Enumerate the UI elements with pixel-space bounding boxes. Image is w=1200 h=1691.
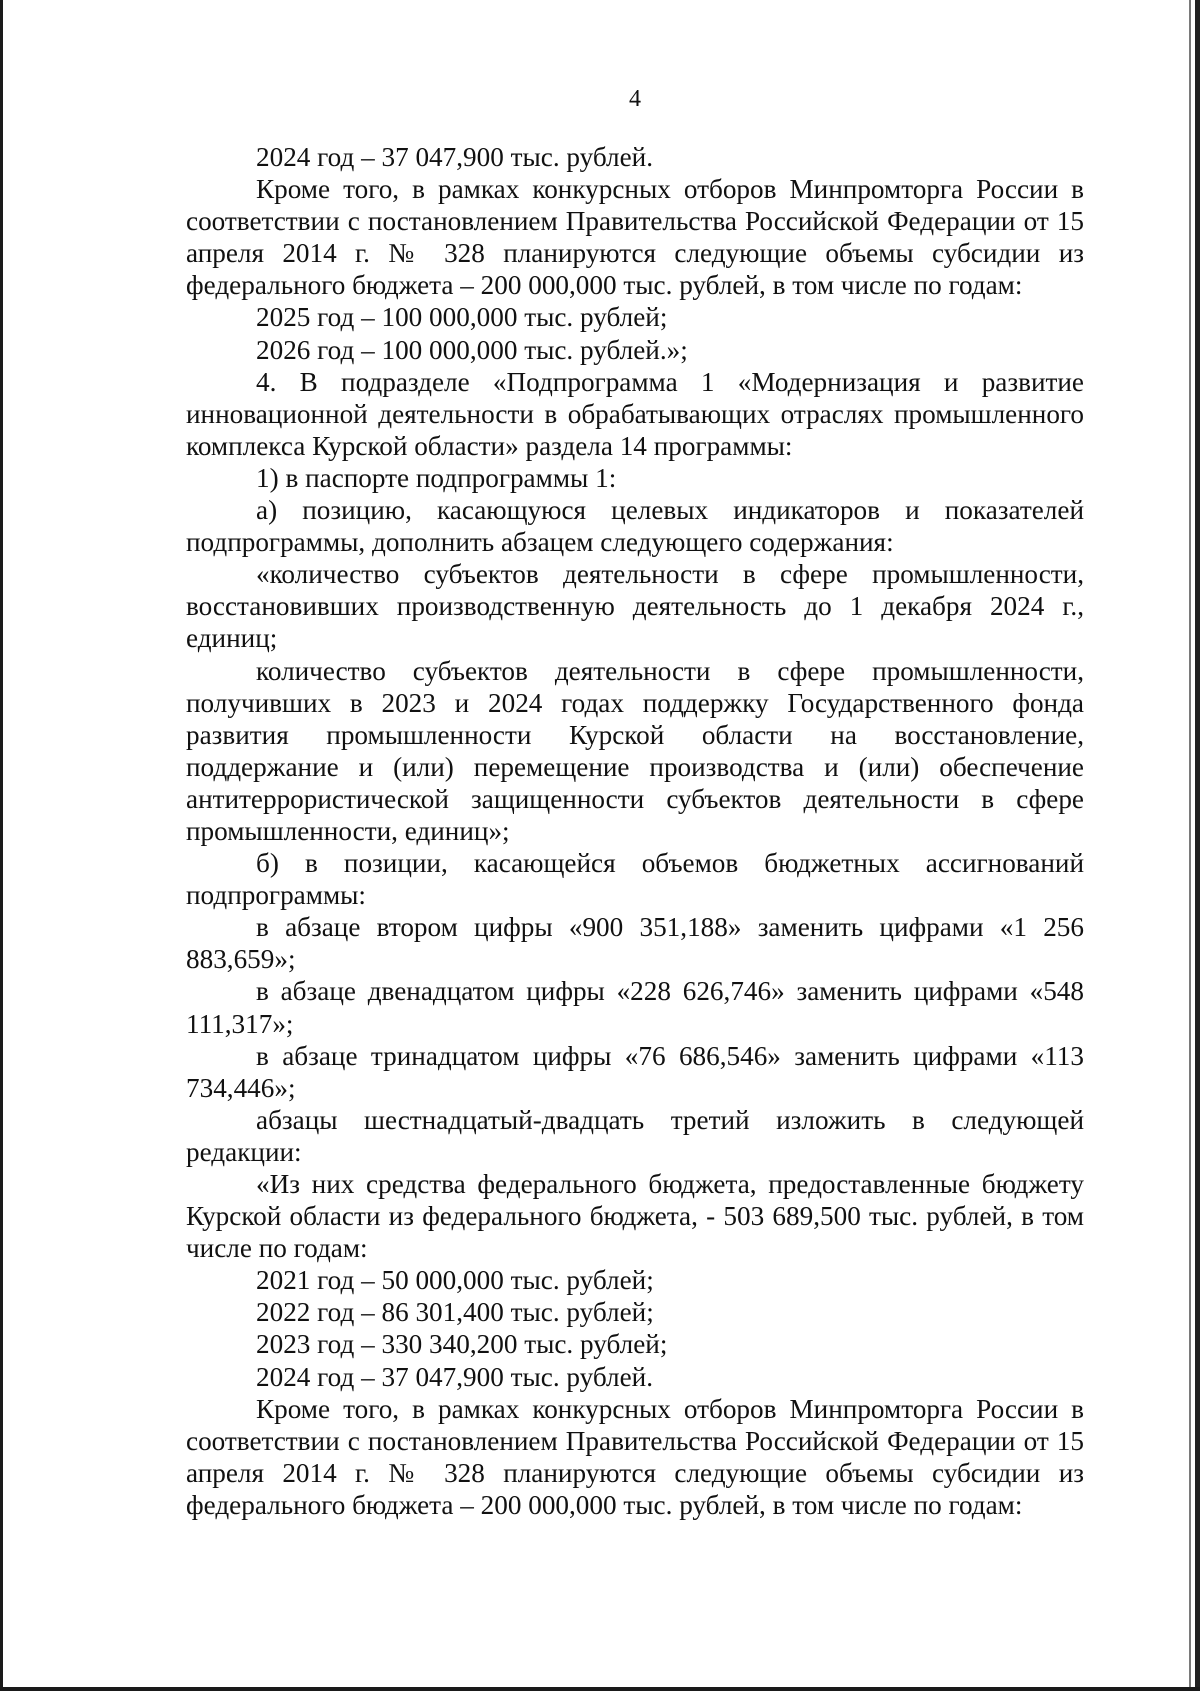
paragraph: в абзаце втором цифры «900 351,188» заменить цифрами «1 256 883,659»; — [186, 912, 1084, 975]
paragraph: 2024 год – 37 047,900 тыс. рублей. — [256, 142, 654, 172]
scan-edge-right — [1195, 0, 1200, 1691]
scan-edge-bottom — [0, 1687, 1200, 1691]
paragraph: в абзаце тринадцатом цифры «76 686,546» заменить цифрами «113 734,446»; — [186, 1040, 1084, 1103]
scan-edge-left — [0, 0, 3, 1691]
scan-edge-right-inner — [1189, 0, 1191, 1691]
paragraph: 2025 год – 100 000,000 тыс. рублей; — [256, 302, 668, 333]
paragraph: 2026 год – 100 000,000 тыс. рублей.»; — [256, 334, 688, 365]
paragraph: в абзаце двенадцатом цифры «228 626,746» заменить цифрами «548 111,317»; — [186, 976, 1084, 1039]
paragraph: 2023 год – 330 340,200 тыс. рублей; — [256, 1329, 668, 1360]
paragraph: количество субъектов деятельности в сфере промышленности, получивших в 2023 и 2024 годах поддержку Государственного фонда развития промышленности Курской области на восстановление, поддержание и (или) перемещение производства и (или) обеспечение антитеррористической защищенности субъектов деятельности в сфере промышленности, единиц»; — [186, 655, 1084, 846]
paragraph: 2024 год – 37 047,900 тыс. рублей. — [256, 1361, 654, 1392]
paragraph: «количество субъектов деятельности в сфере промышленности, восстановивших производственную деятельность до 1 декабря 2024 г., единиц; — [186, 559, 1084, 654]
paragraph: Кроме того, в рамках конкурсных отборов Минпромторга России в соответствии с постановлением Правительства Российской Федерации от 15 апреля 2014 г. № 328 планируются следующие объемы субсидии из федерального бюджета – 200 000,000 тыс. рублей, в том числе по годам: — [186, 174, 1084, 301]
paragraph: 2021 год – 50 000,000 тыс. рублей; — [256, 1265, 654, 1296]
paragraph: а) позицию, касающуюся целевых индикаторов и показателей подпрограммы, дополнить абзацем следующего содержания: — [186, 495, 1084, 558]
paragraph: 1) в паспорте подпрограммы 1: — [256, 462, 617, 493]
paragraph: 4. В подразделе «Подпрограмма 1 «Модернизация и развитие инновационной деятельности в обрабатывающих отраслях промышленного комплекса Курской области» раздела 14 программы: — [186, 366, 1084, 461]
paragraph: абзацы шестнадцатый-двадцать третий изложить в следующей редакции: — [186, 1104, 1084, 1167]
paragraph: Кроме того, в рамках конкурсных отборов Минпромторга России в соответствии с постановлением Правительства Российской Федерации от 15 апреля 2014 г. № 328 планируются следующие объемы субсидии из федерального бюджета – 200 000,000 тыс. рублей, в том числе по годам: — [186, 1393, 1084, 1520]
paragraph: 2022 год – 86 301,400 тыс. рублей; — [256, 1297, 654, 1328]
paragraph: «Из них средства федерального бюджета, предоставленные бюджету Курской области из федерального бюджета, - 503 689,500 тыс. рублей, в том числе по годам: — [186, 1169, 1084, 1264]
document-body — [186, 141, 1084, 1521]
page-number: 4 — [629, 86, 641, 112]
paragraph: б) в позиции, касающейся объемов бюджетных ассигнований подпрограммы: — [186, 848, 1084, 911]
